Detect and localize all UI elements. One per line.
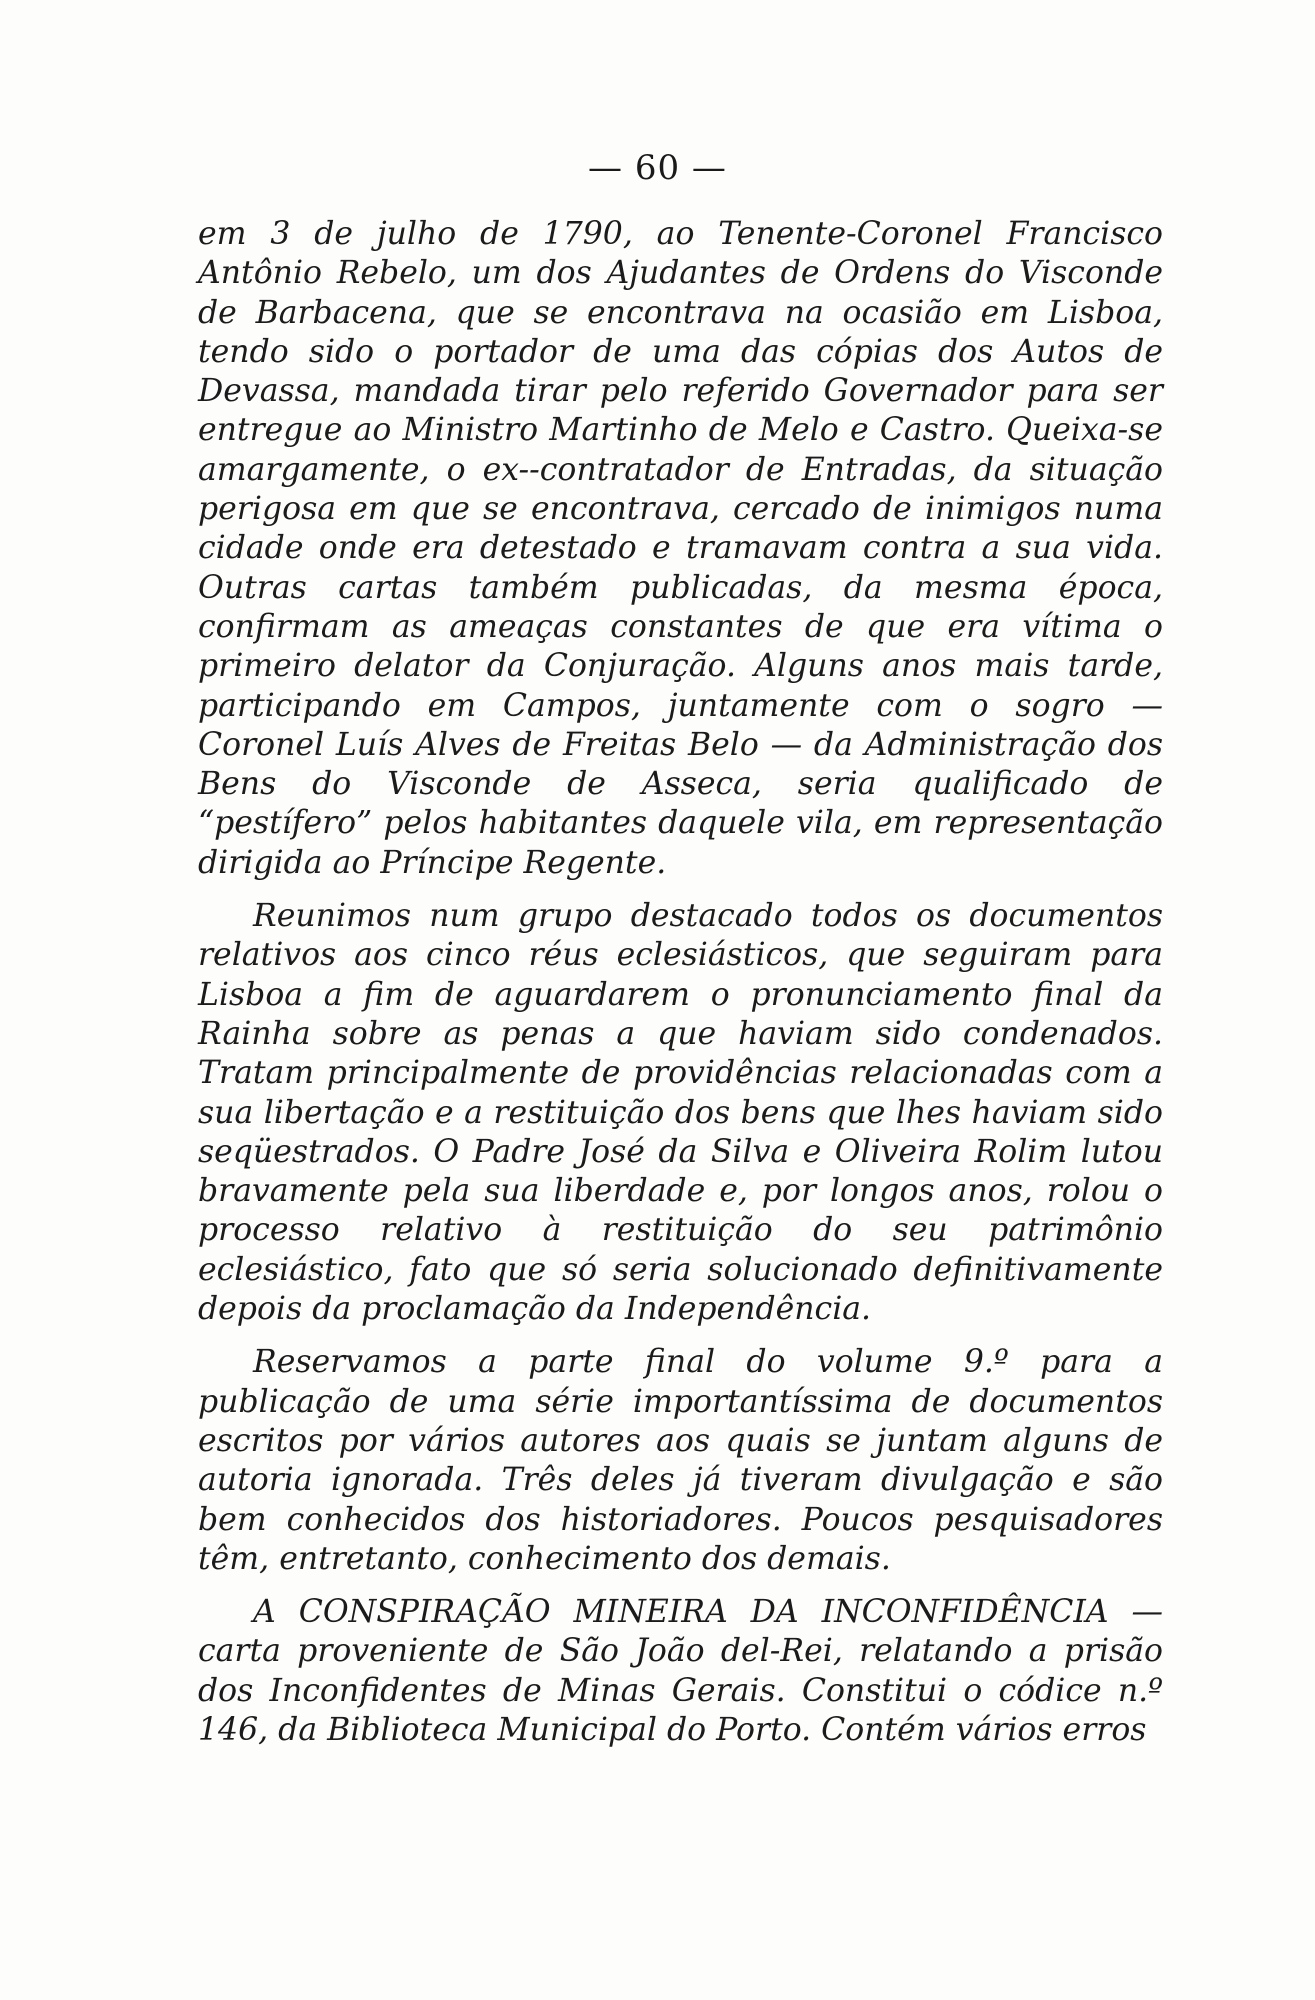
paragraph-2: Reunimos num grupo destacado todos os documentos relativos aos cinco réus eclesiásticos, que seguiram para Lisboa a fim de aguardarem o pronunciamento final da Rainha sobre as penas a que haviam sido condenados. Tratam principalmente de providências relacionadas com a sua libertação e a restituição dos bens que lhes haviam sido seqüestrados. O Padre José da Silva e Oliveira Rolim lutou bravamente pela sua liberdade e, por longos anos, rolou o processo relativo à restituição do seu patrimônio eclesiástico, fato que só seria solucionado definitivamente depois da proclamação da Independência. — [198, 898, 1163, 1328]
page-number: — 60 — — [588, 148, 727, 188]
paragraph-4: A CONSPIRAÇÃO MINEIRA DA INCONFIDÊNCIA — carta proveniente de São João del-Rei, relatando a prisão dos Inconfidentes de Minas Gerais. Constitui o códice n.º 146, da Biblioteca Municipal do Porto. Contém vários erros — [198, 1594, 1163, 1748]
paragraph-1: em 3 de julho de 1790, ao Tenente-Coronel Francisco Antônio Rebelo, um dos Ajudantes de Ordens do Visconde de Barbacena, que se encontrava na ocasião em Lisboa, tendo sido o portador de uma das cópias dos Autos de Devassa, mandada tirar pelo referido Governador para ser entregue ao Ministro Martinho de Melo e Castro. Queixa-se amargamente, o ex--contratador de Entradas, da situação perigosa em que se encontrava, cercado de inimigos numa cidade onde era detestado e tramavam contra a sua vida. Outras cartas também publicadas, da mesma época, confirmam as ameaças constantes de que era vítima o primeiro delator da Conjuração. Alguns anos mais tarde, participando em Campos, juntamente com o sogro — Coronel Luís Alves de Freitas Belo — da Administração dos Bens do Visconde de Asseca, seria qualificado de “pestífero” pelos habitantes daquele vila, em representação dirigida ao Príncipe Regente. — [198, 216, 1163, 881]
paragraph-3: Reservamos a parte final do volume 9.º para a publicação de uma série importantíssima de documentos escritos por vários autores aos quais se juntam alguns de autoria ignorada. Três deles já tiveram divulgação e são bem conhecidos dos historiadores. Poucos pesquisadores têm, entretanto, conhecimento dos demais. — [198, 1344, 1163, 1577]
body-text — [198, 215, 1163, 1750]
